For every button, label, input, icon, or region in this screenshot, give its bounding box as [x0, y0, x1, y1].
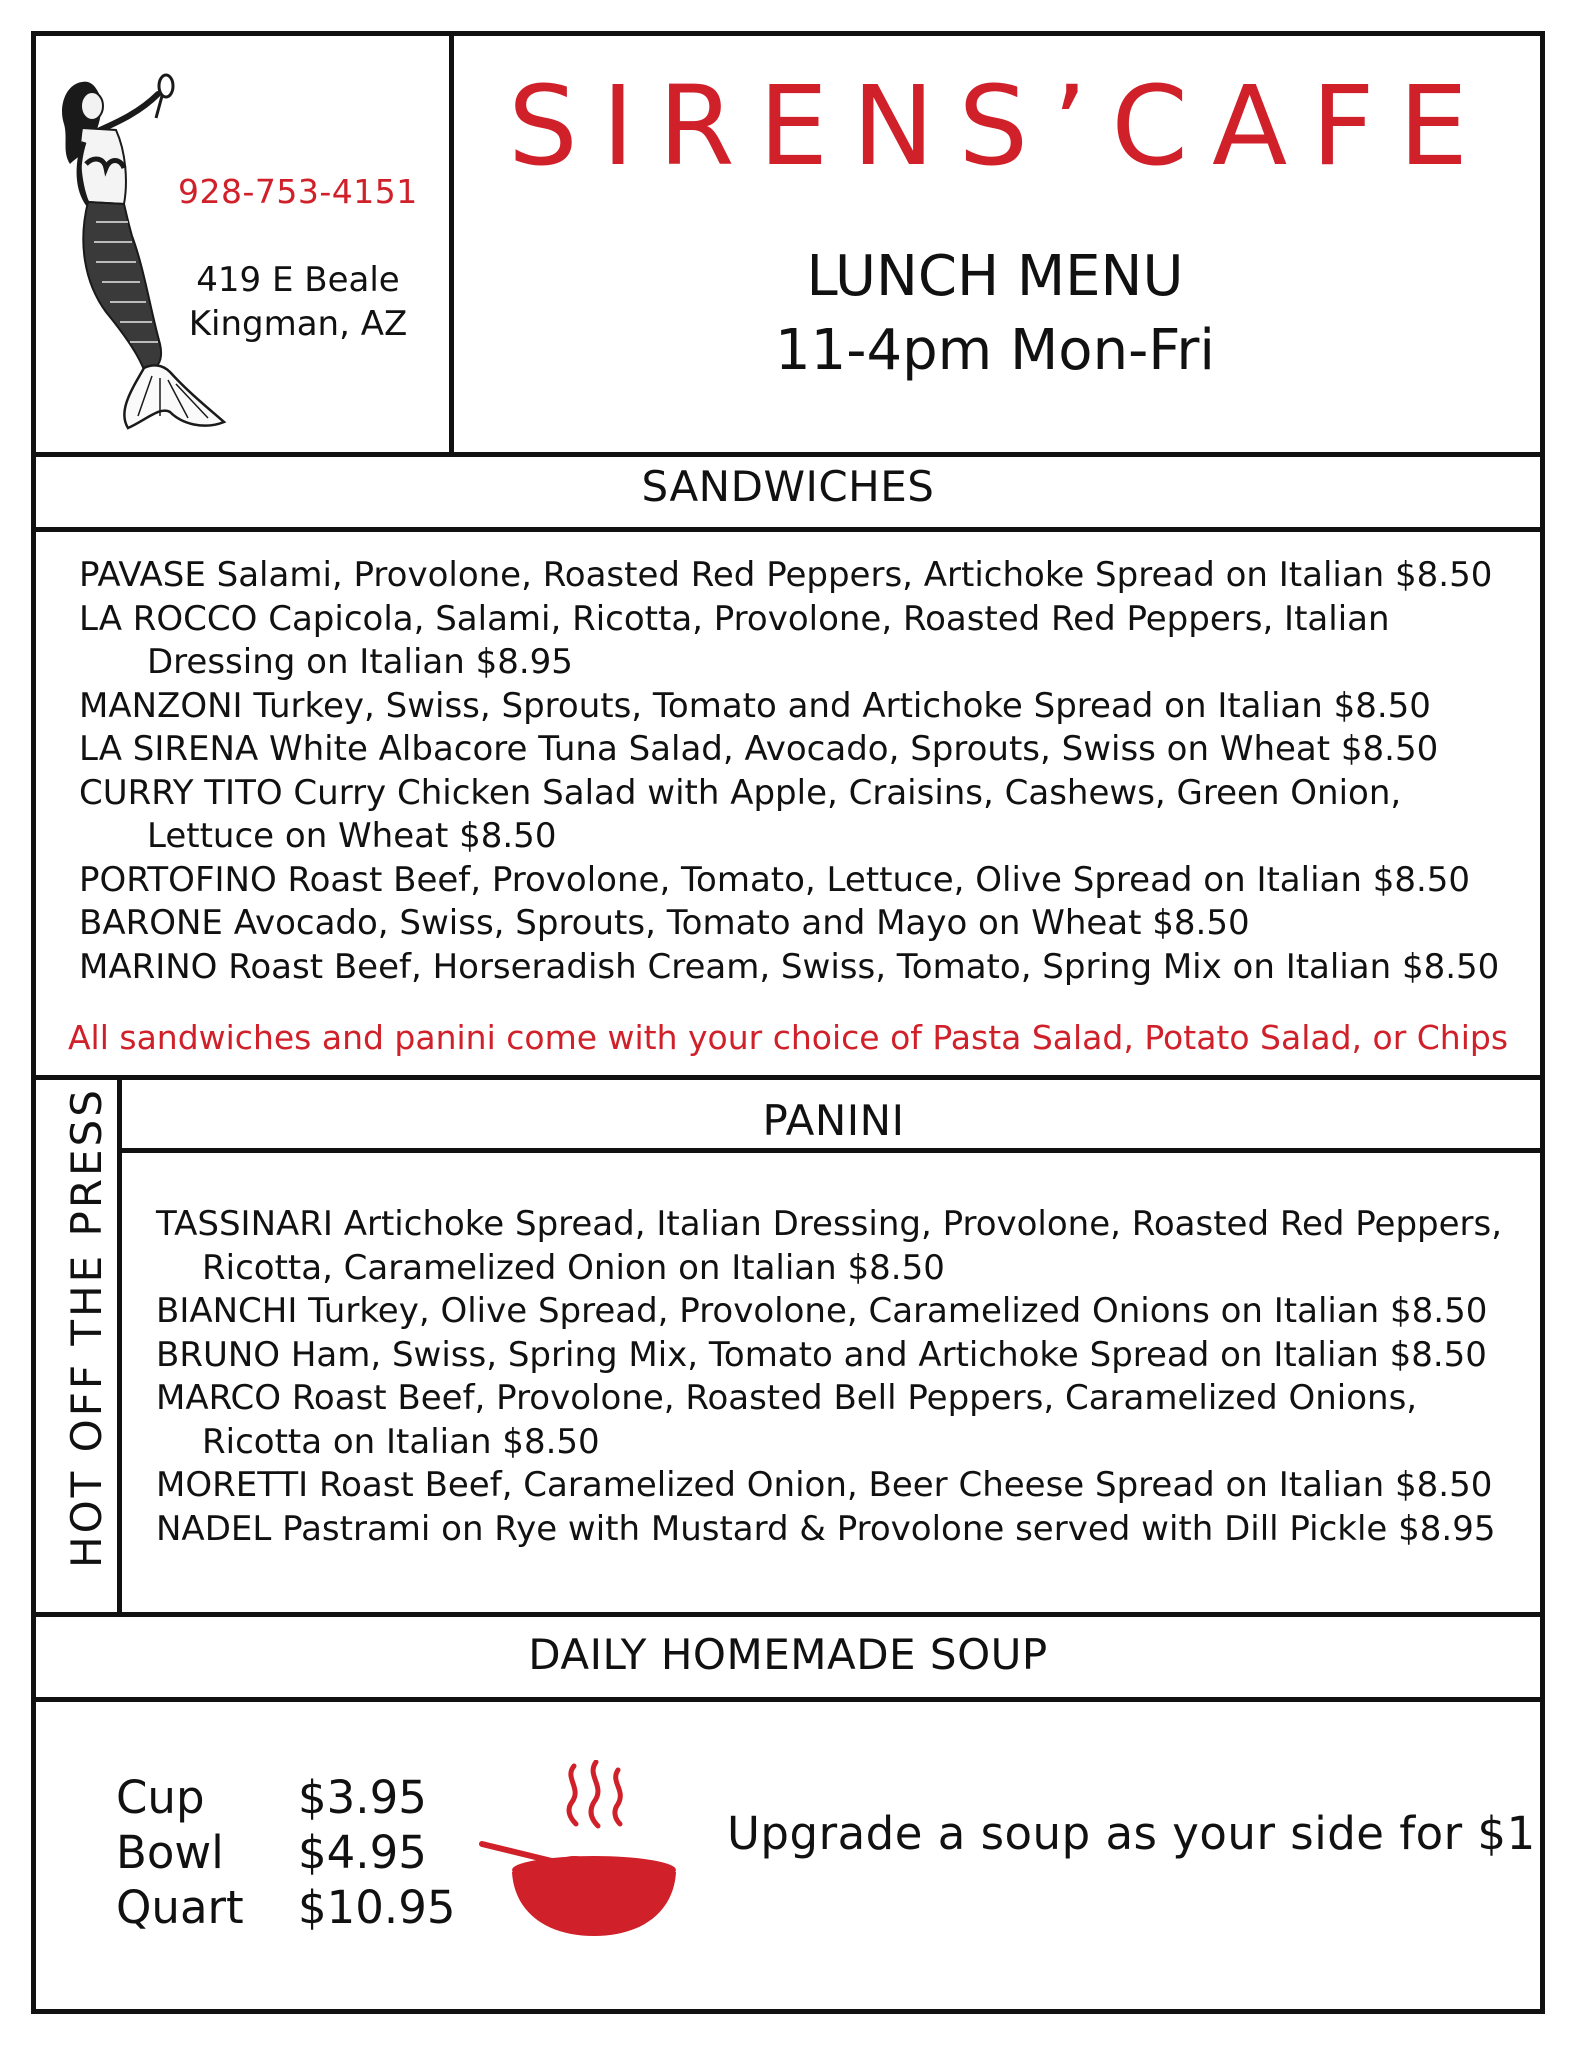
rule [31, 1075, 1545, 1080]
soup-size: Quart [116, 1881, 244, 1934]
soup-size: Cup [116, 1771, 205, 1824]
address-city: Kingman, AZ [188, 304, 408, 344]
panini-list [156, 1203, 1540, 1551]
list-item: LA SIRENA White Albacore Tuna Salad, Avocado, Sprouts, Swiss on Wheat $8.50 [79, 729, 1439, 769]
menu-title: LUNCH MENU [806, 244, 1184, 309]
menu-hours: 11-4pm Mon-Fri [775, 318, 1215, 383]
sandwich-list [79, 554, 1539, 989]
list-item: MORETTI Roast Beef, Caramelized Onion, Beer Cheese Spread on Italian $8.50 [156, 1465, 1493, 1505]
rule [31, 1697, 1545, 1702]
rule [117, 1148, 1545, 1153]
table-row [116, 1770, 455, 1825]
soup-heading: DAILY HOMEMADE SOUP [528, 1630, 1048, 1679]
list-item: LA ROCCO Capicola, Salami, Ricotta, Provolone, Roasted Red Peppers, Italian Dressing on Italian $8.95 [79, 598, 1390, 682]
list-item: BARONE Avocado, Swiss, Sprouts, Tomato and Mayo on Wheat $8.50 [79, 903, 1250, 943]
rule [31, 452, 1545, 457]
sandwiches-heading: SANDWICHES [641, 462, 935, 511]
list-item: MARCO Roast Beef, Provolone, Roasted Bell Peppers, Caramelized Onions, Ricotta on Italian $8.50 [156, 1378, 1418, 1462]
list-item: PORTOFINO Roast Beef, Provolone, Tomato, Lettuce, Olive Spread on Italian $8.50 [79, 859, 1471, 900]
mermaid-logo-icon [48, 72, 238, 434]
panini-side-divider [117, 1075, 122, 1615]
panini-heading: PANINI [762, 1096, 905, 1145]
list-item: MANZONI Turkey, Swiss, Sprouts, Tomato and Artichoke Spread on Italian $8.50 [79, 685, 1431, 726]
menu-heading [460, 240, 1530, 388]
hot-off-the-press-label: HOT OFF THE PRESS [62, 1087, 111, 1568]
list-item: BIANCHI Turkey, Olive Spread, Provolone, Caramelized Onions on Italian $8.50 [156, 1291, 1488, 1331]
address-street: 419 E Beale [196, 260, 400, 300]
list-item: NADEL Pastrami on Rye with Mustard & Provolone served with Dill Pickle $8.95 [156, 1508, 1496, 1549]
header-divider [449, 31, 454, 457]
soup-price: $4.95 [298, 1826, 427, 1879]
list-item: TASSINARI Artichoke Spread, Italian Dressing, Provolone, Roasted Red Peppers, Ricotta, Caramelized Onion on Italian $8.50 [156, 1204, 1503, 1288]
brand-title: SIRENS’CAFE [507, 62, 1493, 190]
soup-bowl-icon [478, 1760, 698, 1940]
phone-number[interactable]: 928-753-4151 [178, 172, 418, 211]
soup-price: $3.95 [298, 1771, 427, 1824]
rule [31, 1612, 1545, 1617]
address [178, 258, 418, 346]
soup-price-table [116, 1770, 455, 1935]
list-item: PAVASE Salami, Provolone, Roasted Red Peppers, Artichoke Spread on Italian $8.50 [79, 555, 1493, 595]
list-item: CURRY TITO Curry Chicken Salad with Apple, Craisins, Cashews, Green Onion, Lettuce on Wheat $8.50 [79, 772, 1402, 856]
sides-note: All sandwiches and panini come with your choice of Pasta Salad, Potato Salad, or Chips [67, 1018, 1509, 1057]
table-row [116, 1825, 455, 1880]
soup-price: $10.95 [298, 1881, 456, 1934]
soup-size: Bowl [116, 1826, 224, 1879]
soup-upgrade-note: Upgrade a soup as your side for $1 [727, 1807, 1536, 1860]
table-row [116, 1880, 455, 1935]
list-item: MARINO Roast Beef, Horseradish Cream, Swiss, Tomato, Spring Mix on Italian $8.50 [79, 946, 1500, 987]
list-item: BRUNO Ham, Swiss, Spring Mix, Tomato and Artichoke Spread on Italian $8.50 [156, 1334, 1487, 1375]
rule [31, 527, 1545, 532]
